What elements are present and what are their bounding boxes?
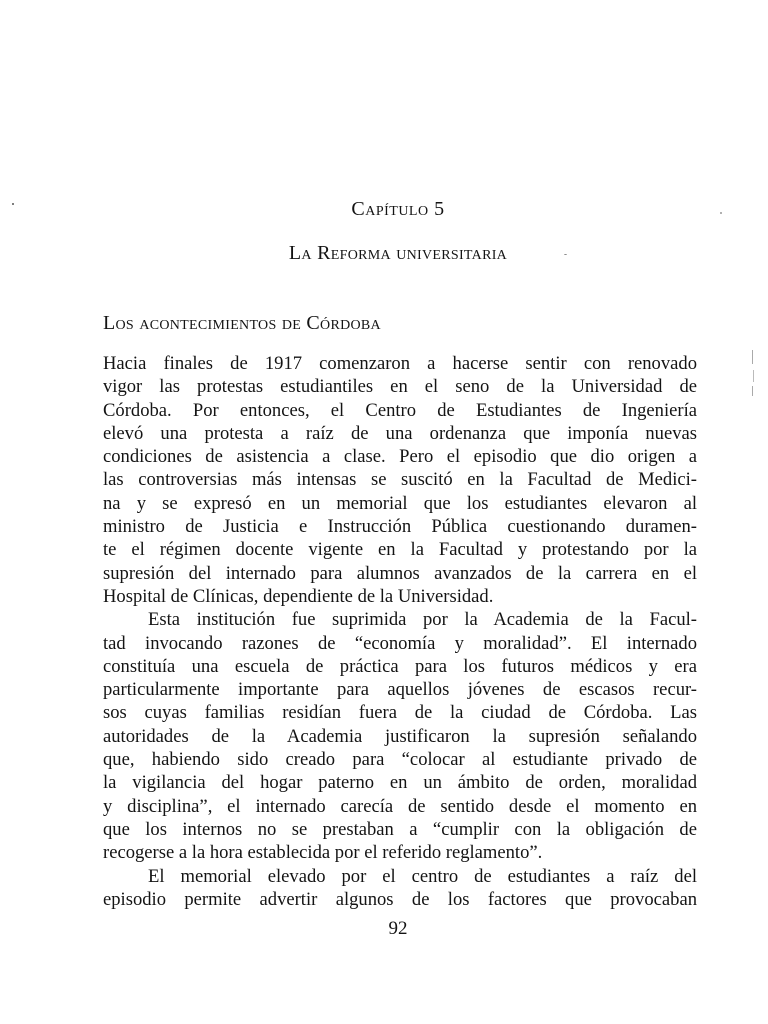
text-line: autoridades de la Academia justificaron la supresión señalando [103, 725, 697, 747]
text-line: que, habiendo sido creado para “colocar al estudiante privado de [103, 749, 697, 771]
scan-speck [12, 203, 14, 205]
text-line: recogerse a la hora establecida por el referido reglamento”. [103, 842, 543, 864]
scan-speck [720, 212, 722, 214]
text-line: tad invocando razones de “economía y moralidad”. El internado [103, 632, 697, 654]
scan-speck [752, 350, 753, 364]
scan-speck [753, 370, 754, 382]
body-text [103, 352, 697, 911]
scan-speck [564, 254, 567, 255]
text-line: elevó una protesta a raíz de una ordenanza que imponía nuevas [103, 422, 697, 444]
text-line: particularmente importante para aquellos jóvenes de escasos recur- [103, 679, 697, 701]
text-line: Córdoba. Por entonces, el Centro de Estudiantes de Ingeniería [103, 399, 697, 421]
scan-speck [752, 386, 753, 396]
text-line: Hacia finales de 1917 comenzaron a hacerse sentir con renovado [103, 353, 697, 374]
text-line: Hospital de Clínicas, dependiente de la Universidad. [103, 585, 494, 607]
paragraph-2 [103, 608, 697, 864]
text-line: Esta institución fue suprimida por la Academia de la Facul- [148, 609, 697, 631]
text-line: El memorial elevado por el centro de estudiantes a raíz del [148, 865, 697, 887]
text-line: constituía una escuela de práctica para los futuros médicos y era [103, 655, 697, 677]
chapter-number: Capítulo 5 [351, 198, 445, 220]
text-line: na y se expresó en un memorial que los estudiantes elevaron al [103, 492, 697, 514]
text-line: ministro de Justicia e Instrucción Pública cuestionando duramen- [103, 516, 697, 538]
text-line: la vigilancia del hogar paterno en un ámbito de orden, moralidad [103, 772, 697, 794]
text-line: y disciplina”, el internado carecía de sentido desde el momento en [103, 795, 697, 817]
text-line: condiciones de asistencia a clase. Pero el episodio que dio origen a [103, 446, 697, 468]
chapter-title: La Reforma universitaria [288, 242, 508, 264]
text-line: vigor las protestas estudiantiles en el seno de la Universidad de [103, 376, 697, 398]
text-line: supresión del internado para alumnos avanzados de la carrera en el [103, 562, 697, 584]
text-line: las controversias más intensas se suscitó en la Facultad de Medici- [103, 469, 697, 491]
text-line: te el régimen docente vigente en la Facultad y protestando por la [103, 539, 697, 561]
text-line: sos cuyas familias residían fuera de la ciudad de Córdoba. Las [103, 702, 697, 724]
page-number: 92 [388, 918, 408, 939]
paragraph-3 [103, 865, 697, 912]
section-title: Los acontecimientos de Córdoba [103, 312, 381, 334]
text-line: que los internos no se prestaban a “cumplir con la obligación de [103, 818, 697, 840]
text-line: episodio permite advertir algunos de los factores que provocaban [103, 888, 697, 910]
paragraph-1 [103, 352, 697, 608]
